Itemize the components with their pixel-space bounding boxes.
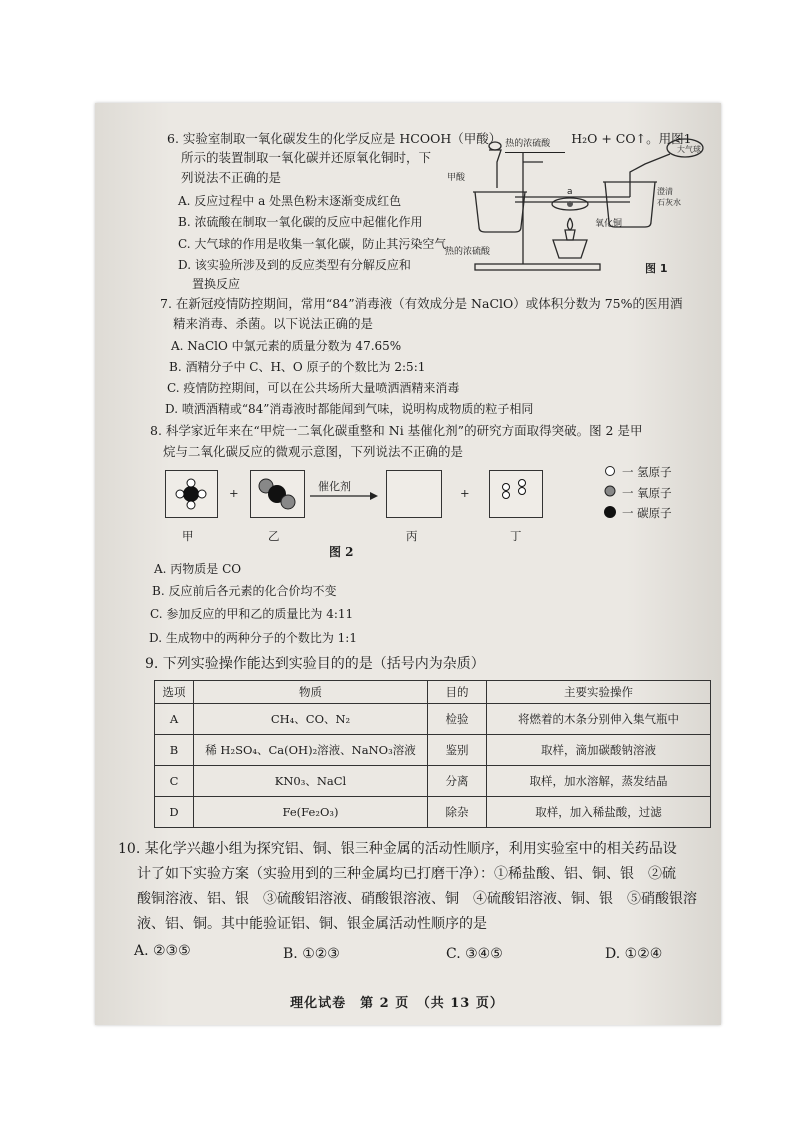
table-row (155, 797, 711, 828)
table-header-cell: 选项 (155, 681, 194, 704)
table-header-cell: 主要实验操作 (487, 681, 711, 704)
fig2-legend-symbols (602, 463, 618, 521)
q8-option-b: B. 反应前后各元素的化合价均不变 (152, 584, 337, 598)
q6-catalyst-label: 热的浓硫酸 (505, 139, 551, 149)
fig2-arrow-label: 催化剂 (318, 480, 351, 493)
q7-option-a: A. NaClO 中氯元素的质量分数为 47.65% (171, 339, 402, 353)
table-cell: 除杂 (428, 797, 487, 828)
fig2-plus-1: + (229, 486, 239, 500)
q9-table (154, 680, 711, 828)
fig2-box-bing (386, 470, 442, 518)
fig2-legend-c: 一 碳原子 (622, 506, 672, 520)
table-cell: 稀 H₂SO₄、Ca(OH)₂溶液、NaNO₃溶液 (194, 735, 428, 766)
table-header-cell: 目的 (428, 681, 487, 704)
fig2-label-bing: 丙 (406, 529, 418, 543)
q6-stem-line3: 列说法不正确的是 (181, 170, 282, 185)
q6-option-b: B. 浓硫酸在制取一氧化碳的反应中起催化作用 (178, 215, 423, 229)
table-cell: Fe(Fe₂O₃) (194, 797, 428, 828)
fig1-label-limewater1: 澄清 (657, 187, 673, 196)
table-cell: 取样，加水溶解，蒸发结晶 (487, 766, 711, 797)
q6-option-c: C. 大气球的作用是收集一氧化碳，防止其污染空气 (178, 237, 447, 251)
fig1-caption: 图 1 (645, 262, 668, 275)
fig1-label-limewater2: 石灰水 (657, 198, 681, 207)
fig2-label-jia: 甲 (182, 529, 194, 543)
q8-option-c: C. 参加反应的甲和乙的质量比为 4:11 (150, 607, 354, 621)
fig2-caption: 图 2 (329, 545, 354, 559)
table-cell: C (155, 766, 194, 797)
fig1-label-a: a (567, 187, 573, 197)
fig2-box-jia (165, 470, 218, 518)
table-row (155, 766, 711, 797)
table-cell: B (155, 735, 194, 766)
fig2-box-ding (489, 470, 543, 518)
q6-stem-line1: 6. 实验室制取一氧化碳发生的化学反应是 HCOOH（甲酸） 热的浓硫酸 H₂O + CO↑。用图1 (167, 131, 692, 147)
q10-line2: 计了如下实验方案（实验用到的三种金属均已打磨干净）：①稀盐酸、铝、铜、银 ②硫 (137, 866, 676, 882)
fig2-plus-2: + (460, 486, 470, 500)
table-cell: 分离 (428, 766, 487, 797)
q6-stem-line2: 所示的装置制取一氧化碳并还原氧化铜时，下 (181, 150, 432, 165)
table-cell: 鉴别 (428, 735, 487, 766)
q7-stem-line2: 精来消毒、杀菌。以下说法正确的是 (173, 316, 374, 331)
table-cell: 取样，加入稀盐酸，过滤 (487, 797, 711, 828)
fig1-label-balloon: 大气球 (677, 145, 701, 154)
table-header-cell: 物质 (194, 681, 428, 704)
fig2-legend-o: 一 氧原子 (622, 486, 672, 500)
table-header-row (155, 681, 711, 704)
table-cell: KN0₃、NaCl (194, 766, 428, 797)
q8-stem-line2: 烷与二氧化碳反应的微观示意图，下列说法不正确的是 (163, 444, 464, 459)
q6-option-d: D. 该实验所涉及到的反应类型有分解反应和 (178, 258, 411, 272)
q7-option-c: C. 疫情防控期间，可以在公共场所大量喷洒酒精来消毒 (167, 381, 460, 395)
q10-line1: 10. 某化学兴趣小组为探究铝、铜、银三种金属的活动性顺序，利用实验室中的相关药品设 (118, 841, 677, 857)
q8-option-a: A. 丙物质是 CO (154, 562, 242, 576)
table-cell: A (155, 704, 194, 735)
q7-option-d: D. 喷洒酒精或“84”消毒液时都能闻到气味，说明构成物质的粒子相同 (165, 402, 534, 416)
fig2-label-yi: 乙 (268, 529, 280, 543)
fig2-arrow (308, 490, 380, 502)
table-cell: D (155, 797, 194, 828)
q7-stem-line1: 7. 在新冠疫情防控期间，常用“84”消毒液（有效成分是 NaClO）或体积分数为 75%的医用酒 (160, 296, 683, 311)
fig2-legend-h: 一 氢原子 (622, 465, 672, 479)
table-cell: 将燃着的木条分别伸入集气瓶中 (487, 704, 711, 735)
q10-line3: 酸铜溶液、铝、银 ③硫酸铝溶液、硝酸银溶液、铜 ④硫酸铝溶液、铜、银 ⑤硝酸银溶 (137, 891, 697, 907)
q10-option-a: A. ②③⑤ (134, 943, 191, 959)
fig1-label-acid: 热的浓硫酸 (445, 247, 491, 257)
table-cell: CH₄、CO、N₂ (194, 704, 428, 735)
q10-option-d: D. ①②④ (605, 946, 663, 962)
figure-1-apparatus (445, 132, 715, 282)
q10-option-c: C. ③④⑤ (446, 946, 503, 962)
table-row (155, 735, 711, 766)
fig2-label-ding: 丁 (510, 529, 522, 543)
fig2-box-yi (250, 470, 305, 518)
q6-option-d-cont: 置换反应 (192, 277, 241, 291)
table-cell: 取样，滴加碳酸钠溶液 (487, 735, 711, 766)
q7-option-b: B. 酒精分子中 C、H、O 原子的个数比为 2:5:1 (169, 360, 426, 374)
q6-option-a: A. 反应过程中 a 处黑色粉末逐渐变成红色 (178, 194, 402, 208)
table-row (155, 704, 711, 735)
q8-stem-line1: 8. 科学家近年来在“甲烷一二氧化碳重整和 Ni 基催化剂”的研究方面取得突破。图 2 是甲 (150, 423, 643, 438)
q10-option-b: B. ①②③ (283, 946, 340, 962)
q8-option-d: D. 生成物中的两种分子的个数比为 1:1 (149, 631, 357, 645)
table-cell: 检验 (428, 704, 487, 735)
fig1-label-formic: 甲酸 (447, 173, 466, 183)
q10-line4: 液、铝、铜。其中能验证铝、铜、银金属活动性顺序的是 (137, 916, 487, 932)
page-footer: 理化试卷 第 2 页 （共 13 页） (290, 996, 504, 1011)
fig1-label-cuo: 氧化铜 (595, 219, 623, 229)
q9-stem: 9. 下列实验操作能达到实验目的的是（括号内为杂质） (145, 656, 485, 672)
